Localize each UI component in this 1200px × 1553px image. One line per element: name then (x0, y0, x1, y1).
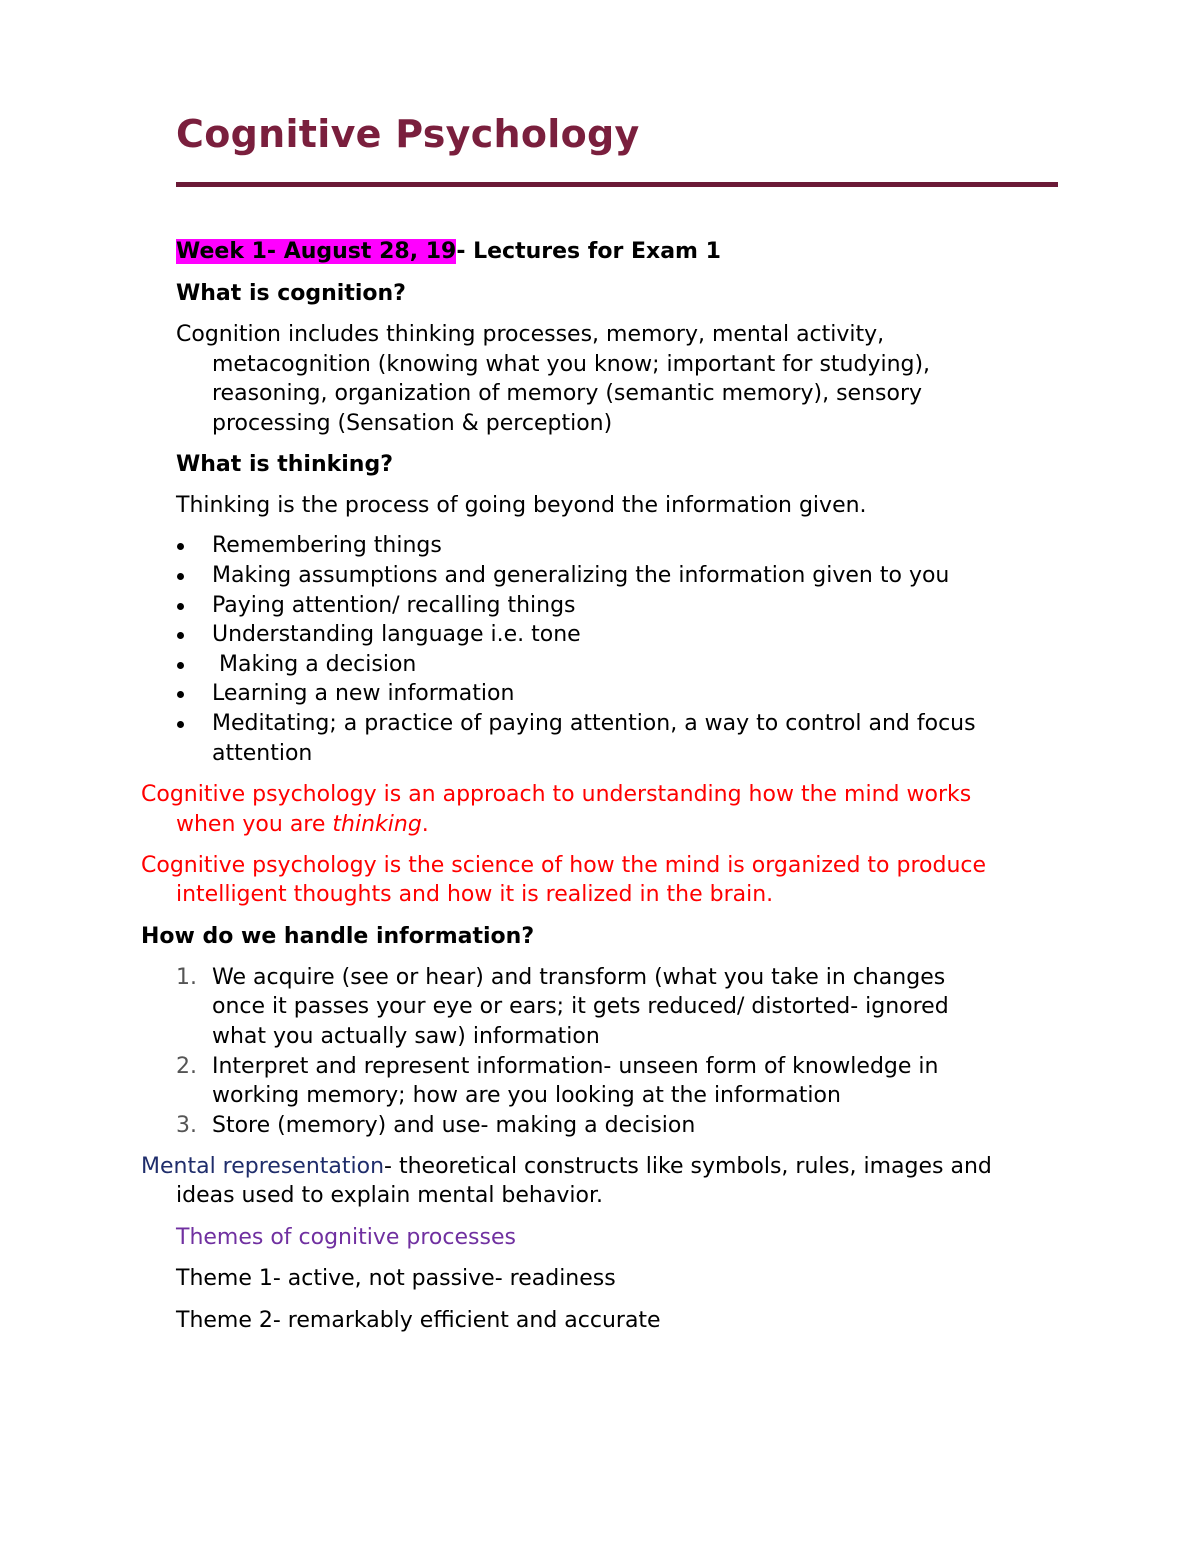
bullet-marker (177, 632, 184, 639)
bullet-marker (177, 543, 184, 550)
red-definition-1-line-1: Cognitive psychology is an approach to understanding how the mind works (141, 782, 972, 807)
cognition-line-4: processing (Sensation & perception) (212, 411, 613, 436)
bullet-item-continuation: attention (212, 741, 313, 766)
red-def-text: when you are (176, 812, 333, 837)
red-def-italic: thinking (332, 812, 422, 837)
step-2-line-2: working memory; how are you looking at the information (212, 1083, 841, 1108)
mental-representation-line-1 (141, 1152, 992, 1182)
question-information: How do we handle information? (141, 924, 535, 949)
red-definition-2-line-2: intelligent thoughts and how it is realized in the brain. (176, 882, 774, 907)
thinking-definition: Thinking is the process of going beyond the information given. (176, 493, 867, 518)
bullet-item: Understanding language i.e. tone (212, 622, 581, 647)
bullet-item: Making assumptions and generalizing the information given to you (212, 563, 950, 588)
bullet-item: Paying attention/ recalling things (212, 593, 576, 618)
mental-representation-line-2: ideas used to explain mental behavior. (176, 1183, 603, 1208)
bullet-item: Learning a new information (212, 681, 515, 706)
question-cognition: What is cognition? (176, 281, 406, 306)
red-def-period: . (421, 812, 429, 837)
bullet-item: Making a decision (212, 652, 417, 677)
list-number: 3. (176, 1113, 197, 1138)
step-2-line-1: Interpret and represent information- unseen form of knowledge in (212, 1054, 939, 1079)
step-1-line-1: We acquire (see or hear) and transform (what you take in changes (212, 965, 946, 990)
step-1-line-3: what you actually saw) information (212, 1024, 600, 1049)
theme-2: Theme 2- remarkably efficient and accurate (176, 1308, 661, 1333)
themes-heading: Themes of cognitive processes (176, 1225, 516, 1250)
bullet-marker (177, 573, 184, 580)
cognition-line-3: reasoning, organization of memory (semantic memory), sensory (212, 381, 923, 406)
list-number: 2. (176, 1054, 197, 1079)
bullet-item: Meditating; a practice of paying attention, a way to control and focus (212, 711, 976, 736)
red-definition-1-line-2 (176, 810, 429, 840)
red-definition-2-line-1: Cognitive psychology is the science of how the mind is organized to produce (141, 853, 987, 878)
bullet-marker (177, 662, 184, 669)
week-highlight: Week 1- August 28, 19 (176, 239, 457, 264)
step-3-line-1: Store (memory) and use- making a decision (212, 1113, 696, 1138)
bullet-item: Remembering things (212, 533, 442, 558)
question-thinking: What is thinking? (176, 452, 393, 477)
bullet-marker (177, 603, 184, 610)
week-heading (176, 237, 721, 267)
bullet-marker (177, 691, 184, 698)
mental-representation-text: - theoretical constructs like symbols, rules, images and (384, 1154, 992, 1179)
bullet-marker (177, 721, 184, 728)
cognition-line-1: Cognition includes thinking processes, memory, mental activity, (176, 322, 885, 347)
cognition-line-2: metacognition (knowing what you know; important for studying), (212, 352, 931, 377)
week-heading-rest: - Lectures for Exam 1 (456, 239, 721, 264)
theme-1: Theme 1- active, not passive- readiness (176, 1266, 616, 1291)
step-1-line-2: once it passes your eye or ears; it gets reduced/ distorted- ignored (212, 994, 949, 1019)
list-number: 1. (176, 965, 197, 990)
document-title: Cognitive Psychology (176, 112, 640, 156)
mental-representation-term: Mental representation (141, 1154, 385, 1179)
title-underline (176, 182, 1058, 187)
